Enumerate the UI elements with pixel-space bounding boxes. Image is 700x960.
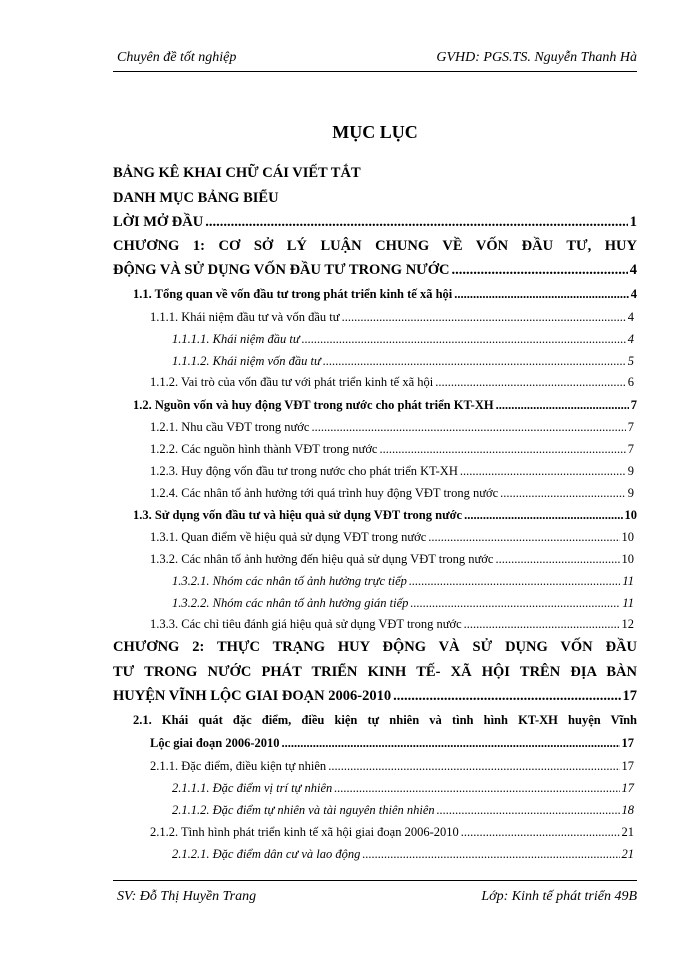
toc-label: 2.1.1.2. Đặc điểm tự nhiên và tài nguyên thiên nhiên	[172, 803, 435, 817]
toc-label: 1.3.3. Các chỉ tiêu đánh giá hiệu quả sử dụng VĐT trong nước	[150, 617, 462, 631]
toc-leader	[428, 530, 619, 545]
toc-label: 1.3.1. Quan điểm về hiệu quả sử dụng VĐT trong nước	[150, 530, 427, 544]
toc-section-1-2-3[interactable]	[150, 464, 634, 479]
toc-chapter-2-line1[interactable]: CHƯƠNG 2: THỰC TRẠNG HUY ĐỘNG VÀ SỬ DỤNG VỐN ĐẦU	[113, 639, 637, 655]
toc-leader	[302, 332, 626, 347]
toc-section-1-3[interactable]	[133, 508, 637, 523]
toc-abbreviations[interactable]: BẢNG KÊ KHAI CHỮ CÁI VIẾT TẮT	[113, 165, 361, 181]
toc-leader	[495, 552, 619, 567]
toc-page: 5	[627, 354, 634, 368]
toc-section-2-1-1[interactable]	[150, 759, 634, 774]
toc-label: 1.2.3. Huy động vốn đầu tư trong nước cho phát triển KT-XH	[150, 464, 458, 478]
toc-leader	[362, 847, 619, 862]
toc-label: 1.1.1. Khái niệm đầu tư và vốn đầu tư	[150, 310, 340, 324]
toc-section-1-1-1-1[interactable]	[172, 332, 634, 347]
toc-page: 21	[621, 825, 634, 839]
toc-label: HUYỆN VĨNH LỘC GIAI ĐOẠN 2006-2010	[113, 688, 392, 704]
toc-label: Lộc giai đoạn 2006-2010	[150, 736, 280, 750]
toc-page: 12	[621, 617, 634, 631]
toc-section-2-1-2-1[interactable]	[172, 847, 634, 862]
toc-chapter-1[interactable]	[113, 262, 637, 279]
toc-leader	[451, 262, 627, 279]
toc-leader	[409, 574, 621, 589]
toc-leader	[435, 375, 626, 390]
toc-leader	[334, 781, 619, 796]
toc-page: 17	[622, 688, 637, 704]
toc-leader	[437, 803, 620, 818]
toc-page: 11	[622, 596, 634, 610]
toc-leader	[342, 310, 626, 325]
toc-page: 9	[627, 486, 634, 500]
toc-label: 1.1. Tổng quan về vốn đầu tư trong phát triển kinh tế xã hội	[133, 287, 453, 301]
toc-section-1-3-2-2[interactable]	[172, 596, 634, 611]
toc-section-1-1-2[interactable]	[150, 375, 634, 390]
toc-section-2-1-1-2[interactable]	[172, 803, 634, 818]
header-left-text: Chuyên đề tốt nghiệp	[117, 50, 237, 65]
toc-label: 1.3.2.1. Nhóm các nhân tố ảnh hưởng trực tiếp	[172, 574, 407, 588]
toc-label: 1.2.1. Nhu cầu VĐT trong nước	[150, 420, 310, 434]
toc-page: 17	[621, 781, 634, 795]
toc-section-1-1-1[interactable]	[150, 310, 634, 325]
toc-list-of-tables[interactable]: DANH MỤC BẢNG BIỂU	[113, 190, 279, 206]
toc-leader	[500, 486, 626, 501]
toc-entry-intro[interactable]	[113, 214, 637, 231]
toc-chapter-2[interactable]	[113, 688, 637, 705]
toc-section-1-3-2[interactable]	[150, 552, 634, 567]
toc-page: 10	[621, 552, 634, 566]
toc-chapter-2-line2[interactable]: TƯ TRONG NƯỚC PHÁT TRIỂN KINH TẾ- XÃ HỘI TRÊN ĐỊA BÀN	[113, 664, 637, 680]
toc-label: 1.1.2. Vai trò của vốn đầu tư với phát triển kinh tế xã hội	[150, 375, 434, 389]
footer-left-text: SV: Đỗ Thị Huyền Trang	[117, 889, 257, 904]
toc-label: 1.3.2. Các nhân tố ảnh hưởng đến hiệu quả sử dụng VĐT trong nước	[150, 552, 494, 566]
toc-chapter-1-line1[interactable]: CHƯƠNG 1: CƠ SỞ LÝ LUẬN CHUNG VỀ VỐN ĐẦU TƯ, HUY	[113, 238, 637, 254]
toc-page: 7	[627, 442, 634, 456]
toc-section-1-1[interactable]	[133, 287, 637, 302]
toc-section-2-1[interactable]	[150, 736, 634, 751]
header-right-text: GVHD: PGS.TS. Nguyễn Thanh Hà	[436, 50, 637, 65]
toc-label: 2.1.1.1. Đặc điểm vị trí tự nhiên	[172, 781, 333, 795]
toc-leader	[464, 617, 620, 632]
toc-label: 1.2.4. Các nhân tố ảnh hưởng tới quá trình huy động VĐT trong nước	[150, 486, 499, 500]
toc-label: ĐỘNG VÀ SỬ DỤNG VỐN ĐẦU TƯ TRONG NƯỚC	[113, 262, 450, 278]
toc-page: 11	[622, 574, 634, 588]
toc-page: 17	[621, 736, 634, 750]
toc-label: 1.2. Nguồn vốn và huy động VĐT trong nước cho phát triển KT-XH	[133, 398, 494, 412]
toc-label: 2.1.1. Đặc điểm, điều kiện tự nhiên	[150, 759, 327, 773]
toc-section-1-2-2[interactable]	[150, 442, 634, 457]
toc-page: 4	[627, 310, 634, 324]
toc-section-2-1-2[interactable]	[150, 825, 634, 840]
toc-leader	[282, 736, 620, 751]
footer-right-text: Lớp: Kinh tế phát triển 49B	[481, 889, 637, 904]
toc-label: 2.1.2.1. Đặc điểm dân cư và lao động	[172, 847, 361, 861]
toc-leader	[379, 442, 625, 457]
toc-section-1-2[interactable]	[133, 398, 637, 413]
toc-leader	[205, 214, 628, 231]
toc-section-1-3-1[interactable]	[150, 530, 634, 545]
toc-leader	[393, 688, 620, 705]
toc-leader	[460, 464, 626, 479]
toc-label: 1.2.2. Các nguồn hình thành VĐT trong nước	[150, 442, 378, 456]
toc-page: 4	[630, 287, 637, 301]
toc-section-1-2-4[interactable]	[150, 486, 634, 501]
toc-page: 9	[627, 464, 634, 478]
toc-page: 10	[624, 508, 637, 522]
toc-leader	[311, 420, 625, 435]
footer-rule	[113, 880, 637, 881]
toc-page: 17	[621, 759, 634, 773]
toc-section-2-1-1-1[interactable]	[172, 781, 634, 796]
toc-section-1-3-3[interactable]	[150, 617, 634, 632]
toc-leader	[464, 508, 622, 523]
toc-section-1-1-1-2[interactable]	[172, 354, 634, 369]
toc-page: 10	[621, 530, 634, 544]
page-title: MỤC LỤC	[332, 122, 418, 142]
toc-leader	[410, 596, 620, 611]
toc-page: 18	[621, 803, 634, 817]
toc-leader	[328, 759, 619, 774]
toc-section-2-1-line1[interactable]: 2.1. Khái quát đặc điểm, điều kiện tự nhiên và tình hình KT-XH huyện Vĩnh	[133, 713, 637, 727]
toc-section-1-3-2-1[interactable]	[172, 574, 634, 589]
toc-page: 4	[627, 332, 634, 346]
toc-label: LỜI MỞ ĐẦU	[113, 214, 204, 230]
toc-label: 1.1.1.2. Khái niệm vốn đầu tư	[172, 354, 321, 368]
toc-leader	[496, 398, 629, 413]
toc-page: 7	[630, 398, 637, 412]
toc-page: 21	[621, 847, 634, 861]
toc-leader	[461, 825, 620, 840]
toc-label: 1.3.2.2. Nhóm các nhân tố ảnh hưởng gián tiếp	[172, 596, 409, 610]
toc-page: 6	[627, 375, 634, 389]
toc-leader	[323, 354, 626, 369]
toc-label: 1.3. Sử dụng vốn đầu tư và hiệu quả sử dụng VĐT trong nước	[133, 508, 463, 522]
toc-section-1-2-1[interactable]	[150, 420, 634, 435]
toc-page: 1	[629, 214, 637, 230]
toc-leader	[454, 287, 628, 302]
toc-label: 2.1.2. Tình hình phát triển kinh tế xã hội giai đoạn 2006-2010	[150, 825, 459, 839]
toc-page: 4	[629, 262, 637, 278]
toc-page: 7	[627, 420, 634, 434]
toc-label: 1.1.1.1. Khái niệm đầu tư	[172, 332, 300, 346]
